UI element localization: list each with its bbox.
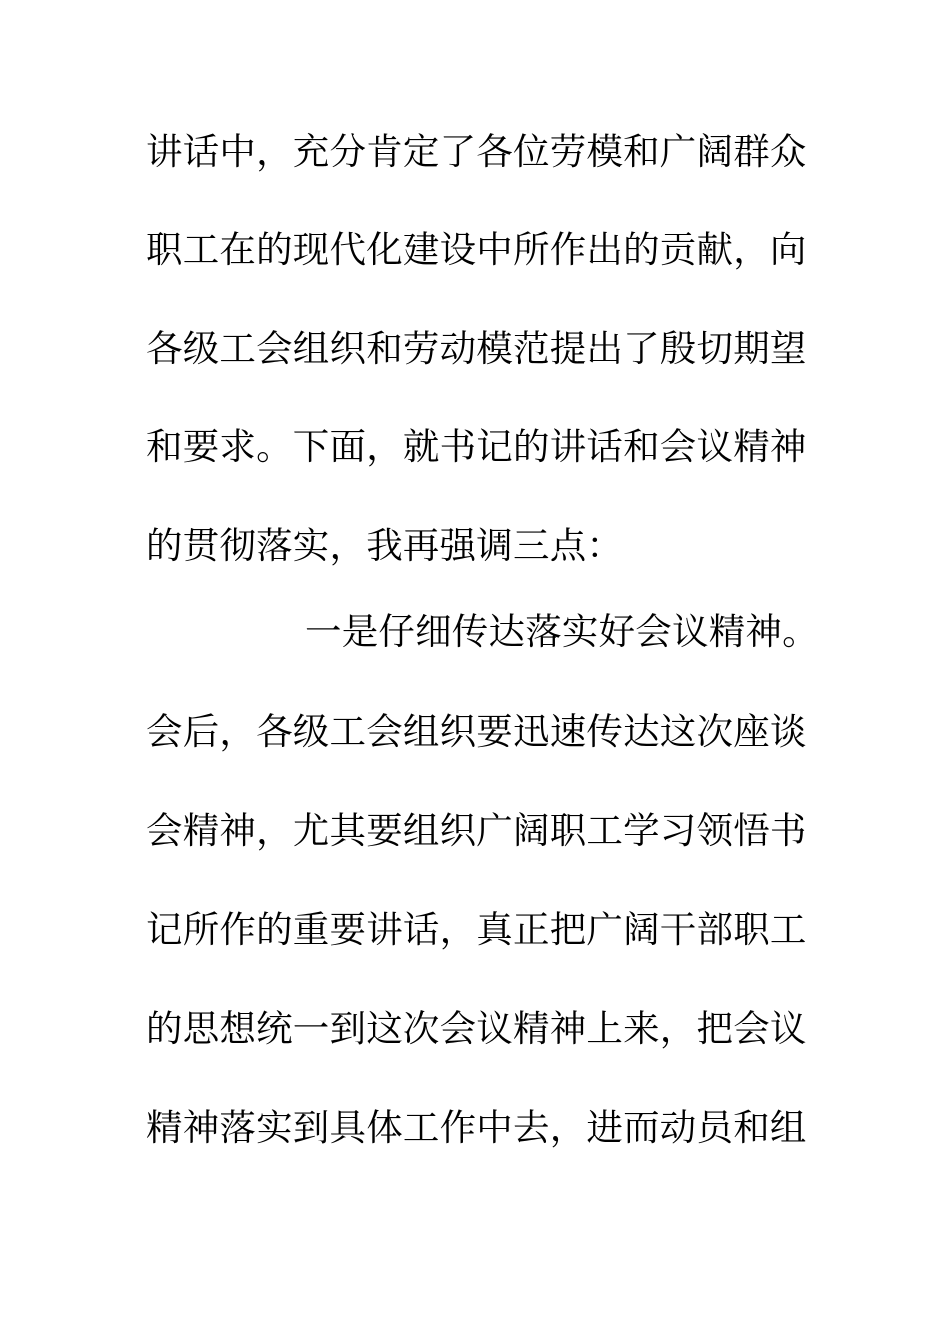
paragraph-line: 和要求。下面，就书记的讲话和会议精神 bbox=[146, 425, 807, 468]
paragraph-line: 精神落实到具体工作中去，进而动员和组 bbox=[146, 1106, 807, 1149]
paragraph-line: 的思想统一到这次会议精神上来，把会议 bbox=[146, 1007, 807, 1050]
paragraph-line: 会精神，尤其要组织广阔职工学习领悟书 bbox=[146, 809, 807, 852]
paragraph-line: 记所作的重要讲话，真正把广阔干部职工 bbox=[146, 908, 807, 951]
paragraph-line: 的贯彻落实，我再强调三点： bbox=[146, 524, 624, 567]
paragraph-line: 各级工会组织和劳动模范提出了殷切期望 bbox=[146, 327, 807, 370]
section-heading: 一是仔细传达落实好会议精神。 bbox=[305, 610, 819, 653]
paragraph-line: 讲话中，充分肯定了各位劳模和广阔群众 bbox=[146, 130, 807, 173]
paragraph-line: 会后，各级工会组织要迅速传达这次座谈 bbox=[146, 710, 807, 753]
paragraph-line: 职工在的现代化建设中所作出的贡献，向 bbox=[146, 228, 807, 271]
